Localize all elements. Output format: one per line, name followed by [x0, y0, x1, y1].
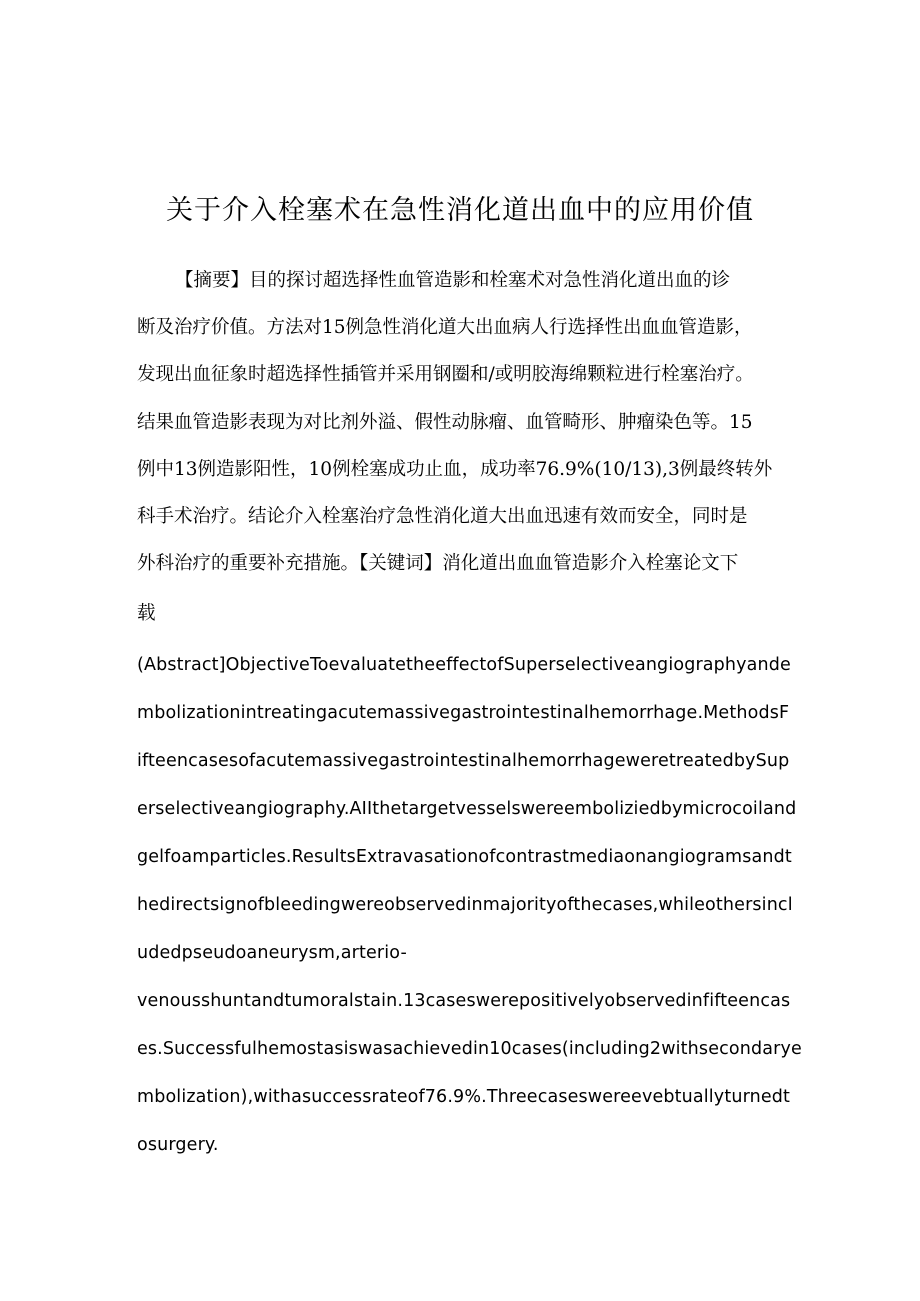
- abstract-en-line-4: erselectiveangiography.AIIthetargetvesselswereembolizied​bymicrocoiland: [137, 799, 797, 819]
- abstract-zh-line-5: 例中13例造影阳性，10例栓塞成功止血，成功率76.9%(10/13),3例最终转外: [137, 459, 773, 480]
- abstract-en-line-6: hedirectsignofbleedingwereobservedinmajorityofthecases,whileothersincl: [137, 895, 793, 915]
- abstract-zh-line-1: 【摘要】目的探讨超选择性血管造影和栓塞术对急性消化道出血的诊: [175, 270, 731, 291]
- abstract-en-line-5: gelfoamparticles.ResultsExtravasationofcontrastmediaonangiogramsandt: [137, 847, 792, 867]
- abstract-en-line-3: ifteencasesofacutemassivegastrointestinalhemorrhageweretreatedbySup: [137, 751, 790, 771]
- abstract-en-line-9: es.Successfulhemostasiswasachievedin10cases(including2withsecondarye: [137, 1039, 802, 1059]
- abstract-zh-line-2: 断及治疗价值。方法对15例急性消化道大出血病人行选择性出血血管造影，: [137, 317, 753, 338]
- abstract-zh-line-7: 外科治疗的重要补充措施。【关键词】消化道出血血管造影介入栓塞论文下: [137, 553, 739, 574]
- abstract-en-line-10: mbolization),withasuccessrateof76.9%.Threecaseswereevebtuallyturnedt: [137, 1087, 791, 1107]
- abstract-en-line-2: mbolizationintreatingacutemassivegastrointestinalhemorrhage.MethodsF: [137, 703, 790, 723]
- abstract-en-line-7: udedpseudoaneurysm,arterio-: [137, 943, 407, 963]
- abstract-zh-line-8: 载: [137, 603, 156, 624]
- abstract-zh-line-6: 科手术治疗。结论介入栓塞治疗急性消化道大出血迅速有效而安全，同时是: [137, 506, 748, 527]
- abstract-zh-line-4: 结果血管造影表现为对比剂外溢、假性动脉瘤、血管畸形、肿瘤染色等。15: [137, 412, 753, 433]
- abstract-en-line-8: venousshuntandtumoralstain.13caseswerepositivelyobservedinfifteencas: [137, 991, 791, 1011]
- document-title: 关于介入栓塞术在急性消化道出血中的应用价值: [166, 195, 754, 226]
- abstract-en-line-1: (Abstract]ObjectiveToevaluatetheeffectofSuperselectiveangiographyande: [137, 655, 791, 675]
- abstract-zh-line-3: 发现出血征象时超选择性插管并采用钢圈和/或明胶海绵颗粒进行栓塞治疗。: [137, 364, 754, 385]
- abstract-en-line-11: osurgery.: [137, 1135, 219, 1155]
